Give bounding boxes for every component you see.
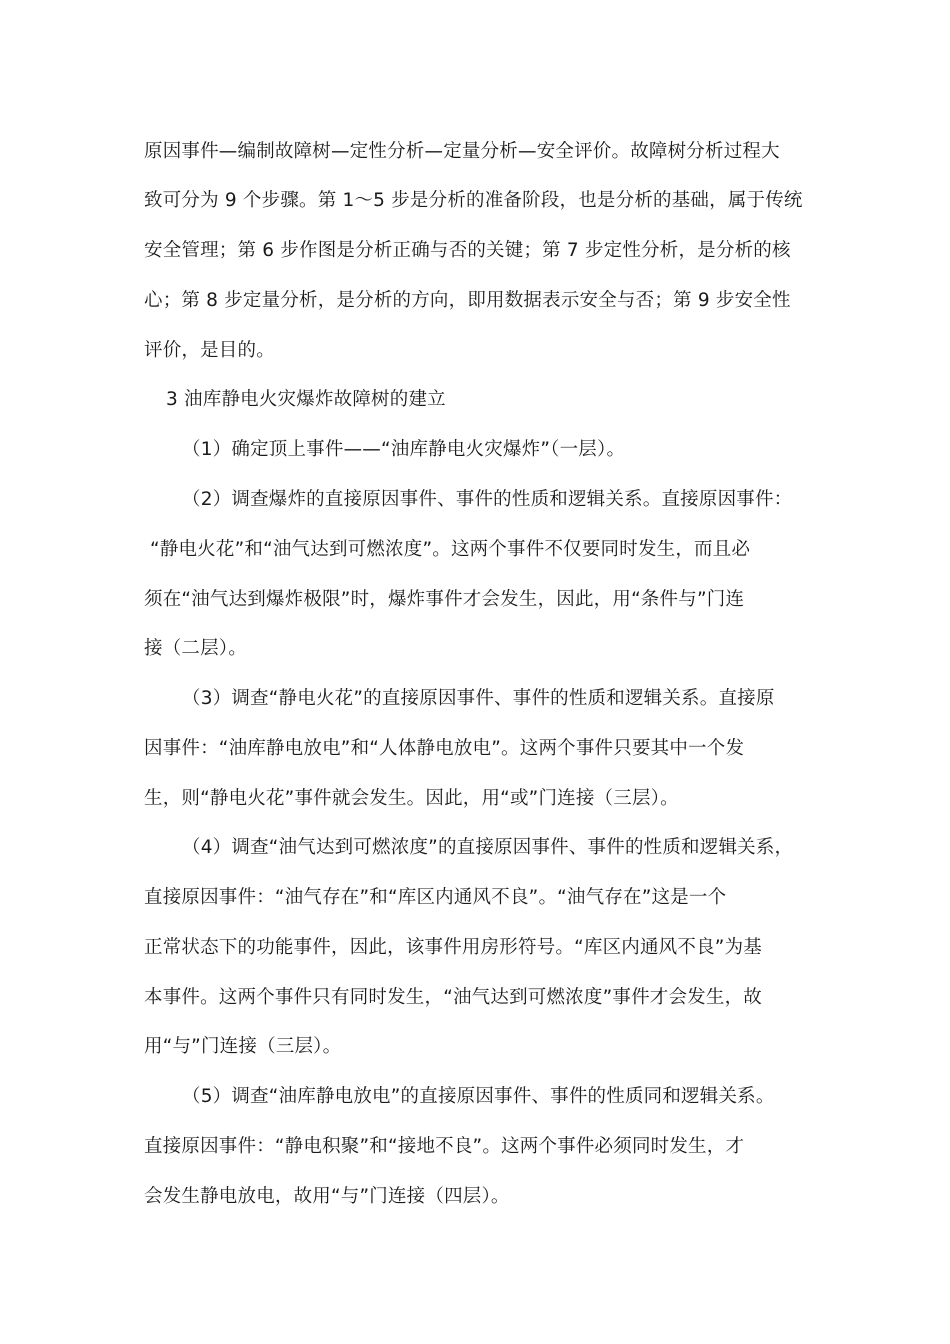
text-line: 致可分为 9 个步骤。第 1～5 步是分析的准备阶段，也是分析的基础，属于传统 <box>144 190 803 211</box>
text-line: “静电火花”和“油气达到可燃浓度”。这两个事件不仅要同时发生，而且必 <box>150 539 751 560</box>
text-line: 心；第 8 步定量分析，是分析的方向，即用数据表示安全与否；第 9 步安全性 <box>144 290 791 311</box>
text-line: （5）调查“油库静电放电”的直接原因事件、事件的性质同和逻辑关系。 <box>182 1086 775 1107</box>
text-line: （3）调查“静电火花”的直接原因事件、事件的性质和逻辑关系。直接原 <box>182 688 775 709</box>
text-line: 会发生静电放电，故用“与”门连接（四层）。 <box>144 1186 510 1207</box>
text-line: 用“与”门连接（三层）。 <box>144 1036 342 1057</box>
text-line: （4）调查“油气达到可燃浓度”的直接原因事件、事件的性质和逻辑关系， <box>182 837 794 858</box>
text-line: （2）调查爆炸的直接原因事件、事件的性质和逻辑关系。直接原因事件： <box>182 489 793 510</box>
text-line: 因事件：“油库静电放电”和“人体静电放电”。这两个事件只要其中一个发 <box>144 738 745 759</box>
section-heading: 3 油库静电火灾爆炸故障树的建立 <box>166 389 446 410</box>
text-line: 原因事件—编制故障树—定性分析—定量分析—安全评价。故障树分析过程大 <box>144 141 780 162</box>
text-line: 本事件。这两个事件只有同时发生，“油气达到可燃浓度”事件才会发生，故 <box>144 987 762 1008</box>
text-line: 须在“油气达到爆炸极限”时，爆炸事件才会发生，因此，用“条件与”门连 <box>144 589 745 610</box>
text-line: 直接原因事件：“油气存在”和“库区内通风不良”。“油气存在”这是一个 <box>144 887 727 908</box>
text-line: 安全管理；第 6 步作图是分析正确与否的关键；第 7 步定性分析，是分析的核 <box>144 240 791 261</box>
text-line: （1）确定顶上事件——“油库静电火灾爆炸”（一层）。 <box>182 439 626 460</box>
text-line: 评价，是目的。 <box>144 340 275 361</box>
text-line: 正常状态下的功能事件，因此，该事件用房形符号。“库区内通风不良”为基 <box>144 937 762 958</box>
text-line: 接（二层）。 <box>144 638 247 659</box>
text-line: 直接原因事件：“静电积聚”和“接地不良”。这两个事件必须同时发生，才 <box>144 1136 745 1157</box>
text-line: 生，则“静电火花”事件就会发生。因此，用“或”门连接（三层）。 <box>144 788 679 809</box>
